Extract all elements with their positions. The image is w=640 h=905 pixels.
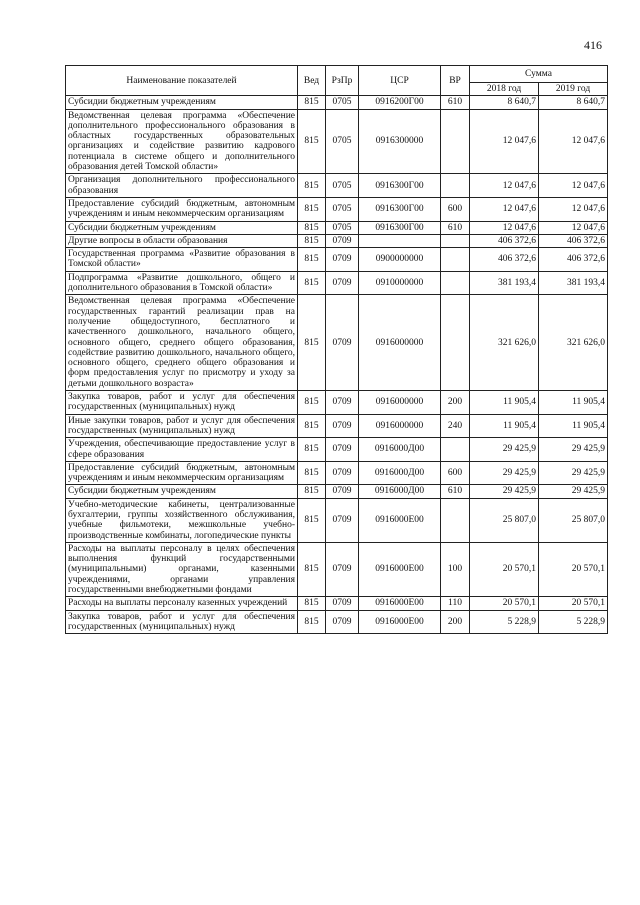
cell-rzpr: 0709 (326, 610, 359, 634)
cell-name: Ведомственная целевая программа «Обеспечение государственных гарантий реализации прав на получение общедоступного, бесплатного и качественного дошкольного, начального общего, основного общего, среднего общего образования, содействие развитию дошкольного, начального общего, основного общего, среднего общего образования и форм предоставления услуг по присмотру и уходу за детьми дошкольного возраста» (66, 295, 298, 391)
cell-2019: 11 905,4 (539, 414, 608, 438)
cell-vr: 610 (441, 96, 470, 109)
cell-ved: 815 (298, 438, 326, 462)
cell-2018: 25 807,0 (470, 498, 539, 542)
cell-name: Субсидии бюджетным учреждениям (66, 96, 298, 109)
header-rzpr: РзПр (326, 66, 359, 96)
cell-csr: 0916300000 (359, 109, 441, 174)
header-csr: ЦСР (359, 66, 441, 96)
cell-ved: 815 (298, 295, 326, 391)
cell-rzpr: 0705 (326, 96, 359, 109)
table-row (66, 221, 608, 234)
cell-rzpr: 0709 (326, 542, 359, 596)
table-row (66, 234, 608, 247)
cell-2019: 20 570,1 (539, 542, 608, 596)
cell-rzpr: 0709 (326, 414, 359, 438)
cell-ved: 815 (298, 109, 326, 174)
cell-rzpr: 0709 (326, 438, 359, 462)
cell-ved: 815 (298, 610, 326, 634)
cell-ved: 815 (298, 414, 326, 438)
header-year-2018: 2018 год (470, 83, 539, 96)
cell-csr: 0916300Г00 (359, 221, 441, 234)
cell-csr: 0916000000 (359, 414, 441, 438)
cell-vr (441, 234, 470, 247)
cell-vr (441, 438, 470, 462)
header-vr: ВР (441, 66, 470, 96)
cell-2019: 321 626,0 (539, 295, 608, 391)
table-row (66, 295, 608, 391)
cell-vr: 200 (441, 610, 470, 634)
cell-rzpr: 0709 (326, 391, 359, 415)
cell-2019: 29 425,9 (539, 461, 608, 485)
cell-2019: 12 047,6 (539, 109, 608, 174)
header-sum: Сумма (470, 66, 608, 83)
cell-2019: 381 193,4 (539, 271, 608, 295)
cell-rzpr: 0709 (326, 498, 359, 542)
cell-vr: 110 (441, 597, 470, 610)
cell-name: Организация дополнительного профессионального образования (66, 174, 298, 198)
cell-name: Расходы на выплаты персоналу казенных учреждений (66, 597, 298, 610)
cell-ved: 815 (298, 271, 326, 295)
cell-name: Субсидии бюджетным учреждениям (66, 221, 298, 234)
cell-rzpr: 0709 (326, 485, 359, 498)
cell-csr: 0916000Е00 (359, 542, 441, 596)
page-number: 416 (584, 38, 602, 52)
cell-vr: 610 (441, 221, 470, 234)
cell-ved: 815 (298, 391, 326, 415)
table-row (66, 438, 608, 462)
cell-csr: 0910000000 (359, 271, 441, 295)
cell-rzpr: 0709 (326, 597, 359, 610)
table-body (66, 96, 608, 634)
cell-2018: 12 047,6 (470, 109, 539, 174)
cell-2018: 321 626,0 (470, 295, 539, 391)
cell-vr: 600 (441, 461, 470, 485)
cell-name: Ведомственная целевая программа «Обеспечение дополнительного профессионального образования в областных государственных образовательных организациях и содействие развитию кадрового потенциала в системе общего и дополнительного образования детей Томской области» (66, 109, 298, 174)
table-row (66, 109, 608, 174)
cell-ved: 815 (298, 197, 326, 221)
cell-2018: 406 372,6 (470, 234, 539, 247)
cell-vr (441, 174, 470, 198)
cell-csr: 0916000Е00 (359, 610, 441, 634)
cell-name: Предоставление субсидий бюджетным, автономным учреждениям и иным некоммерческим организациям (66, 461, 298, 485)
table-row (66, 610, 608, 634)
cell-rzpr: 0709 (326, 461, 359, 485)
cell-2018: 5 228,9 (470, 610, 539, 634)
header-name: Наименование показателей (66, 66, 298, 96)
cell-2019: 406 372,6 (539, 248, 608, 272)
table-row (66, 461, 608, 485)
cell-2018: 20 570,1 (470, 597, 539, 610)
cell-name: Субсидии бюджетным учреждениям (66, 485, 298, 498)
cell-rzpr: 0709 (326, 295, 359, 391)
cell-ved: 815 (298, 485, 326, 498)
cell-csr: 0916000Д00 (359, 461, 441, 485)
cell-2018: 12 047,6 (470, 197, 539, 221)
cell-name: Предоставление субсидий бюджетным, автономным учреждениям и иным некоммерческим организациям (66, 197, 298, 221)
cell-2018: 12 047,6 (470, 221, 539, 234)
cell-2019: 406 372,6 (539, 234, 608, 247)
cell-ved: 815 (298, 542, 326, 596)
table-row (66, 542, 608, 596)
cell-name: Подпрограмма «Развитие дошкольного, общего и дополнительного образования в Томской области» (66, 271, 298, 295)
cell-vr (441, 271, 470, 295)
cell-2019: 29 425,9 (539, 438, 608, 462)
cell-name: Государственная программа «Развитие образования в Томской области» (66, 248, 298, 272)
cell-ved: 815 (298, 221, 326, 234)
table-row (66, 597, 608, 610)
cell-name: Учебно-методические кабинеты, централизованные бухгалтерии, группы хозяйственного обслуживания, учебные фильмотеки, межшкольные учебно-производственные комбинаты, логопедические пункты (66, 498, 298, 542)
cell-vr: 100 (441, 542, 470, 596)
cell-2019: 25 807,0 (539, 498, 608, 542)
cell-2019: 20 570,1 (539, 597, 608, 610)
header-ved: Вед (298, 66, 326, 96)
budget-table (65, 65, 608, 634)
cell-name: Закупка товаров, работ и услуг для обеспечения государственных (муниципальных) нужд (66, 610, 298, 634)
cell-rzpr: 0709 (326, 248, 359, 272)
cell-rzpr: 0709 (326, 234, 359, 247)
cell-csr: 0916000Е00 (359, 498, 441, 542)
cell-csr: 0916000Д00 (359, 485, 441, 498)
cell-csr: 0916000000 (359, 391, 441, 415)
cell-2018: 29 425,9 (470, 485, 539, 498)
cell-ved: 815 (298, 597, 326, 610)
cell-2018: 406 372,6 (470, 248, 539, 272)
table-row (66, 498, 608, 542)
cell-rzpr: 0705 (326, 174, 359, 198)
table-row (66, 414, 608, 438)
cell-2019: 5 228,9 (539, 610, 608, 634)
cell-2018: 8 640,7 (470, 96, 539, 109)
cell-vr (441, 109, 470, 174)
cell-csr: 0916300Г00 (359, 174, 441, 198)
cell-2018: 381 193,4 (470, 271, 539, 295)
cell-vr (441, 498, 470, 542)
cell-ved: 815 (298, 96, 326, 109)
table-row (66, 485, 608, 498)
cell-vr (441, 248, 470, 272)
table-row (66, 391, 608, 415)
cell-2018: 11 905,4 (470, 414, 539, 438)
cell-csr: 0916300Г00 (359, 197, 441, 221)
table-row (66, 96, 608, 109)
cell-vr: 240 (441, 414, 470, 438)
cell-name: Закупка товаров, работ и услуг для обеспечения государственных (муниципальных) нужд (66, 391, 298, 415)
cell-ved: 815 (298, 461, 326, 485)
cell-name: Иные закупки товаров, работ и услуг для обеспечения государственных (муниципальных) нужд (66, 414, 298, 438)
cell-2019: 12 047,6 (539, 197, 608, 221)
cell-rzpr: 0705 (326, 197, 359, 221)
cell-2018: 29 425,9 (470, 461, 539, 485)
table-header-row (66, 66, 608, 83)
cell-2018: 20 570,1 (470, 542, 539, 596)
cell-2019: 12 047,6 (539, 174, 608, 198)
table-row (66, 197, 608, 221)
cell-csr: 0916000Е00 (359, 597, 441, 610)
cell-csr: 0916200Г00 (359, 96, 441, 109)
cell-2018: 29 425,9 (470, 438, 539, 462)
cell-ved: 815 (298, 248, 326, 272)
cell-2019: 29 425,9 (539, 485, 608, 498)
cell-2018: 11 905,4 (470, 391, 539, 415)
cell-vr (441, 295, 470, 391)
table-row (66, 248, 608, 272)
cell-name: Расходы на выплаты персоналу в целях обеспечения выполнения функций государственными (муниципальными) органами, казенными учреждениями, органами управления государственными внебюджетными фондами (66, 542, 298, 596)
header-year-2019: 2019 год (539, 83, 608, 96)
cell-csr: 0916000000 (359, 295, 441, 391)
cell-2019: 12 047,6 (539, 221, 608, 234)
cell-vr: 200 (441, 391, 470, 415)
cell-rzpr: 0705 (326, 221, 359, 234)
cell-vr: 610 (441, 485, 470, 498)
cell-2019: 8 640,7 (539, 96, 608, 109)
cell-csr: 0916000Д00 (359, 438, 441, 462)
table-row (66, 174, 608, 198)
cell-vr: 600 (441, 197, 470, 221)
table-row (66, 271, 608, 295)
cell-ved: 815 (298, 234, 326, 247)
cell-ved: 815 (298, 498, 326, 542)
cell-rzpr: 0709 (326, 271, 359, 295)
cell-rzpr: 0705 (326, 109, 359, 174)
cell-2018: 12 047,6 (470, 174, 539, 198)
cell-name: Учреждения, обеспечивающие предоставление услуг в сфере образования (66, 438, 298, 462)
cell-name: Другие вопросы в области образования (66, 234, 298, 247)
cell-ved: 815 (298, 174, 326, 198)
cell-2019: 11 905,4 (539, 391, 608, 415)
cell-csr: 0900000000 (359, 248, 441, 272)
cell-csr (359, 234, 441, 247)
